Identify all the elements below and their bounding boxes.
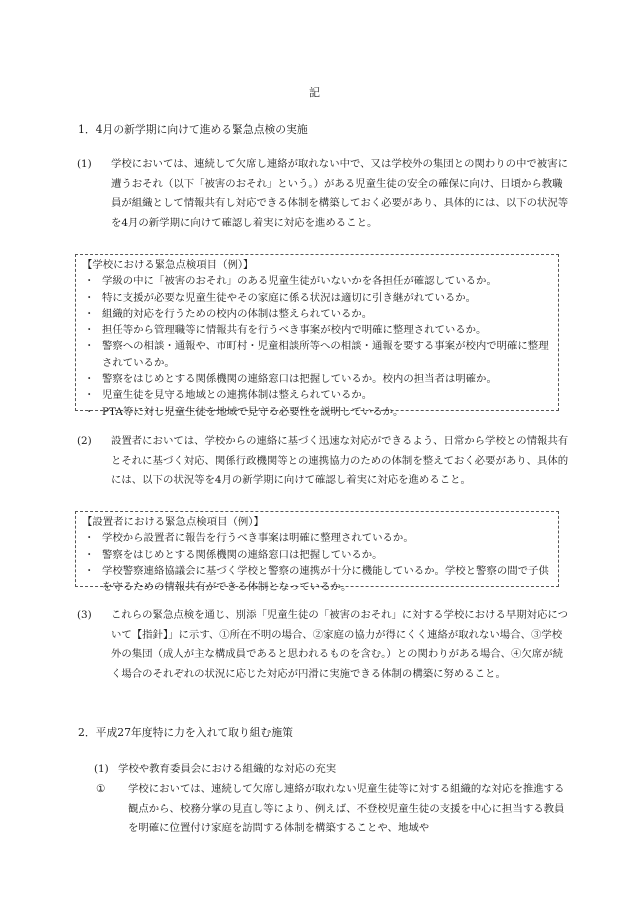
section2-title: 2．平成27年度特に力を入れて取り組む施策	[78, 726, 293, 739]
checklist	[82, 273, 552, 420]
item-number: ①	[96, 783, 106, 795]
bullet: ・	[84, 564, 95, 577]
subheading-text: 学校や教育委員会における組織的な対応の充実	[118, 763, 337, 775]
section1-paragraph-2	[77, 432, 572, 491]
section2-item-1	[96, 780, 572, 839]
checklist-item: ・ PTA等に対し児童生徒を地域で見守る必要性を説明しているか。	[82, 404, 552, 420]
bullet: ・	[84, 373, 95, 386]
school-checklist-box	[75, 254, 559, 418]
bullet: ・	[84, 389, 95, 402]
bullet: ・	[84, 340, 95, 353]
item-text: 学校においては、連続して欠席し連絡が取れない児童生徒等に対する組織的な対応を推進する観点から、校務分掌の見直し等により、例えば、不登校児童生徒の支援を中心に担当する教員を明確に位置付け家庭を訪問する体制を構築することや、地域や	[128, 783, 565, 835]
bullet: ・	[84, 324, 95, 337]
bullet: ・	[84, 405, 95, 418]
checklist-item: ・ 特に支援が必要な児童生徒やその家庭に係る状況は適切に引き継がれているか。	[82, 290, 552, 306]
paragraph-number: (3)	[77, 609, 92, 621]
board-checklist-box	[75, 511, 559, 594]
paragraph-number: (2)	[77, 435, 92, 447]
bullet: ・	[84, 275, 95, 288]
checklist-item: ・ 学級の中に「被害のおそれ」のある児童生徒がいないかを各担任が確認しているか。	[82, 273, 552, 289]
bullet: ・	[84, 307, 95, 320]
section1-title: 1．4月の新学期に向けて進める緊急点検の実施	[78, 123, 308, 136]
paragraph-text: 学校においては、連続して欠席し連絡が取れない中で、又は学校外の集団との関わりの中で被害に遭うおそれ（以下「被害のおそれ」という。）がある児童生徒の安全の確保に向け、日頃から教職員が組織として情報共有し対応できる体制を構築しておく必要があり、具体的には、以下の状況等を4月の新学期に向けて確認し着実に対応を進めること。	[111, 158, 569, 229]
paragraph-number: (1)	[77, 158, 92, 170]
checklist-item: ・ 担任等から管理職等に情報共有を行うべき事案が校内で明確に整理されているか。	[82, 322, 552, 338]
checklist-item: ・ 警察をはじめとする関係機関の連絡窓口は把握しているか。	[82, 547, 552, 563]
checklist-item: ・ 児童生徒を見守る地域との連携体制は整えられているか。	[82, 387, 552, 403]
section1-paragraph-3	[77, 606, 572, 684]
checklist-item: ・ 組織的対応を行うための校内の体制は整えられているか。	[82, 306, 552, 322]
checklist-item: ・ 警察への相談・通報や、市町村・児童相談所等への相談・通報を要する事案が校内で明確に整理されているか。	[84, 340, 549, 369]
paragraph-text: 設置者においては、学校からの連絡に基づく迅速な対応ができるよう、日常から学校との情報共有とそれに基づく対応、関係行政機関等との連携協力のための体制を整えておく必要があり、具体的には、以下の状況等を4月の新学期に向けて確認し着実に対応を進めること。	[111, 435, 569, 487]
paragraph-text: これらの緊急点検を通じ、別添「児童生徒の「被害のおそれ」に対する学校における早期対応について【指針】」に示す、①所在不明の場合、②家庭の協力が得にくく連絡が取れない場合、③学校外の集団（成人が主な構成員であると思われるものを含む。）との関わりがある場合、④欠席が続く場合のそれぞれの状況に応じた対応が円滑に実施できる体制の構築に努めること。	[111, 609, 568, 680]
bullet: ・	[84, 291, 95, 304]
bullet: ・	[84, 532, 95, 545]
box-title: 【設置者における緊急点検項目（例）】	[82, 516, 264, 528]
subheading-number: (1)	[94, 763, 109, 775]
checklist-item: ・ 学校から設置者に報告を行うべき事案は明確に整理されているか。	[82, 530, 552, 546]
bullet: ・	[84, 548, 95, 561]
checklist-item: ・ 警察をはじめとする関係機関の連絡窓口は把握しているか。校内の担当者は明確か。	[82, 371, 552, 387]
checklist	[82, 530, 552, 595]
heading-ki: 記	[309, 86, 320, 99]
box-title: 【学校における緊急点検項目（例）】	[82, 259, 254, 271]
checklist-item: ・ 学校警察連絡協議会に基づく学校と警察の連携が十分に機能しているか。学校と警察の間で子供を守るための情報共有ができる体制となっているか。	[84, 564, 549, 594]
section1-paragraph-1	[77, 155, 572, 233]
section2-subheading	[94, 760, 555, 780]
